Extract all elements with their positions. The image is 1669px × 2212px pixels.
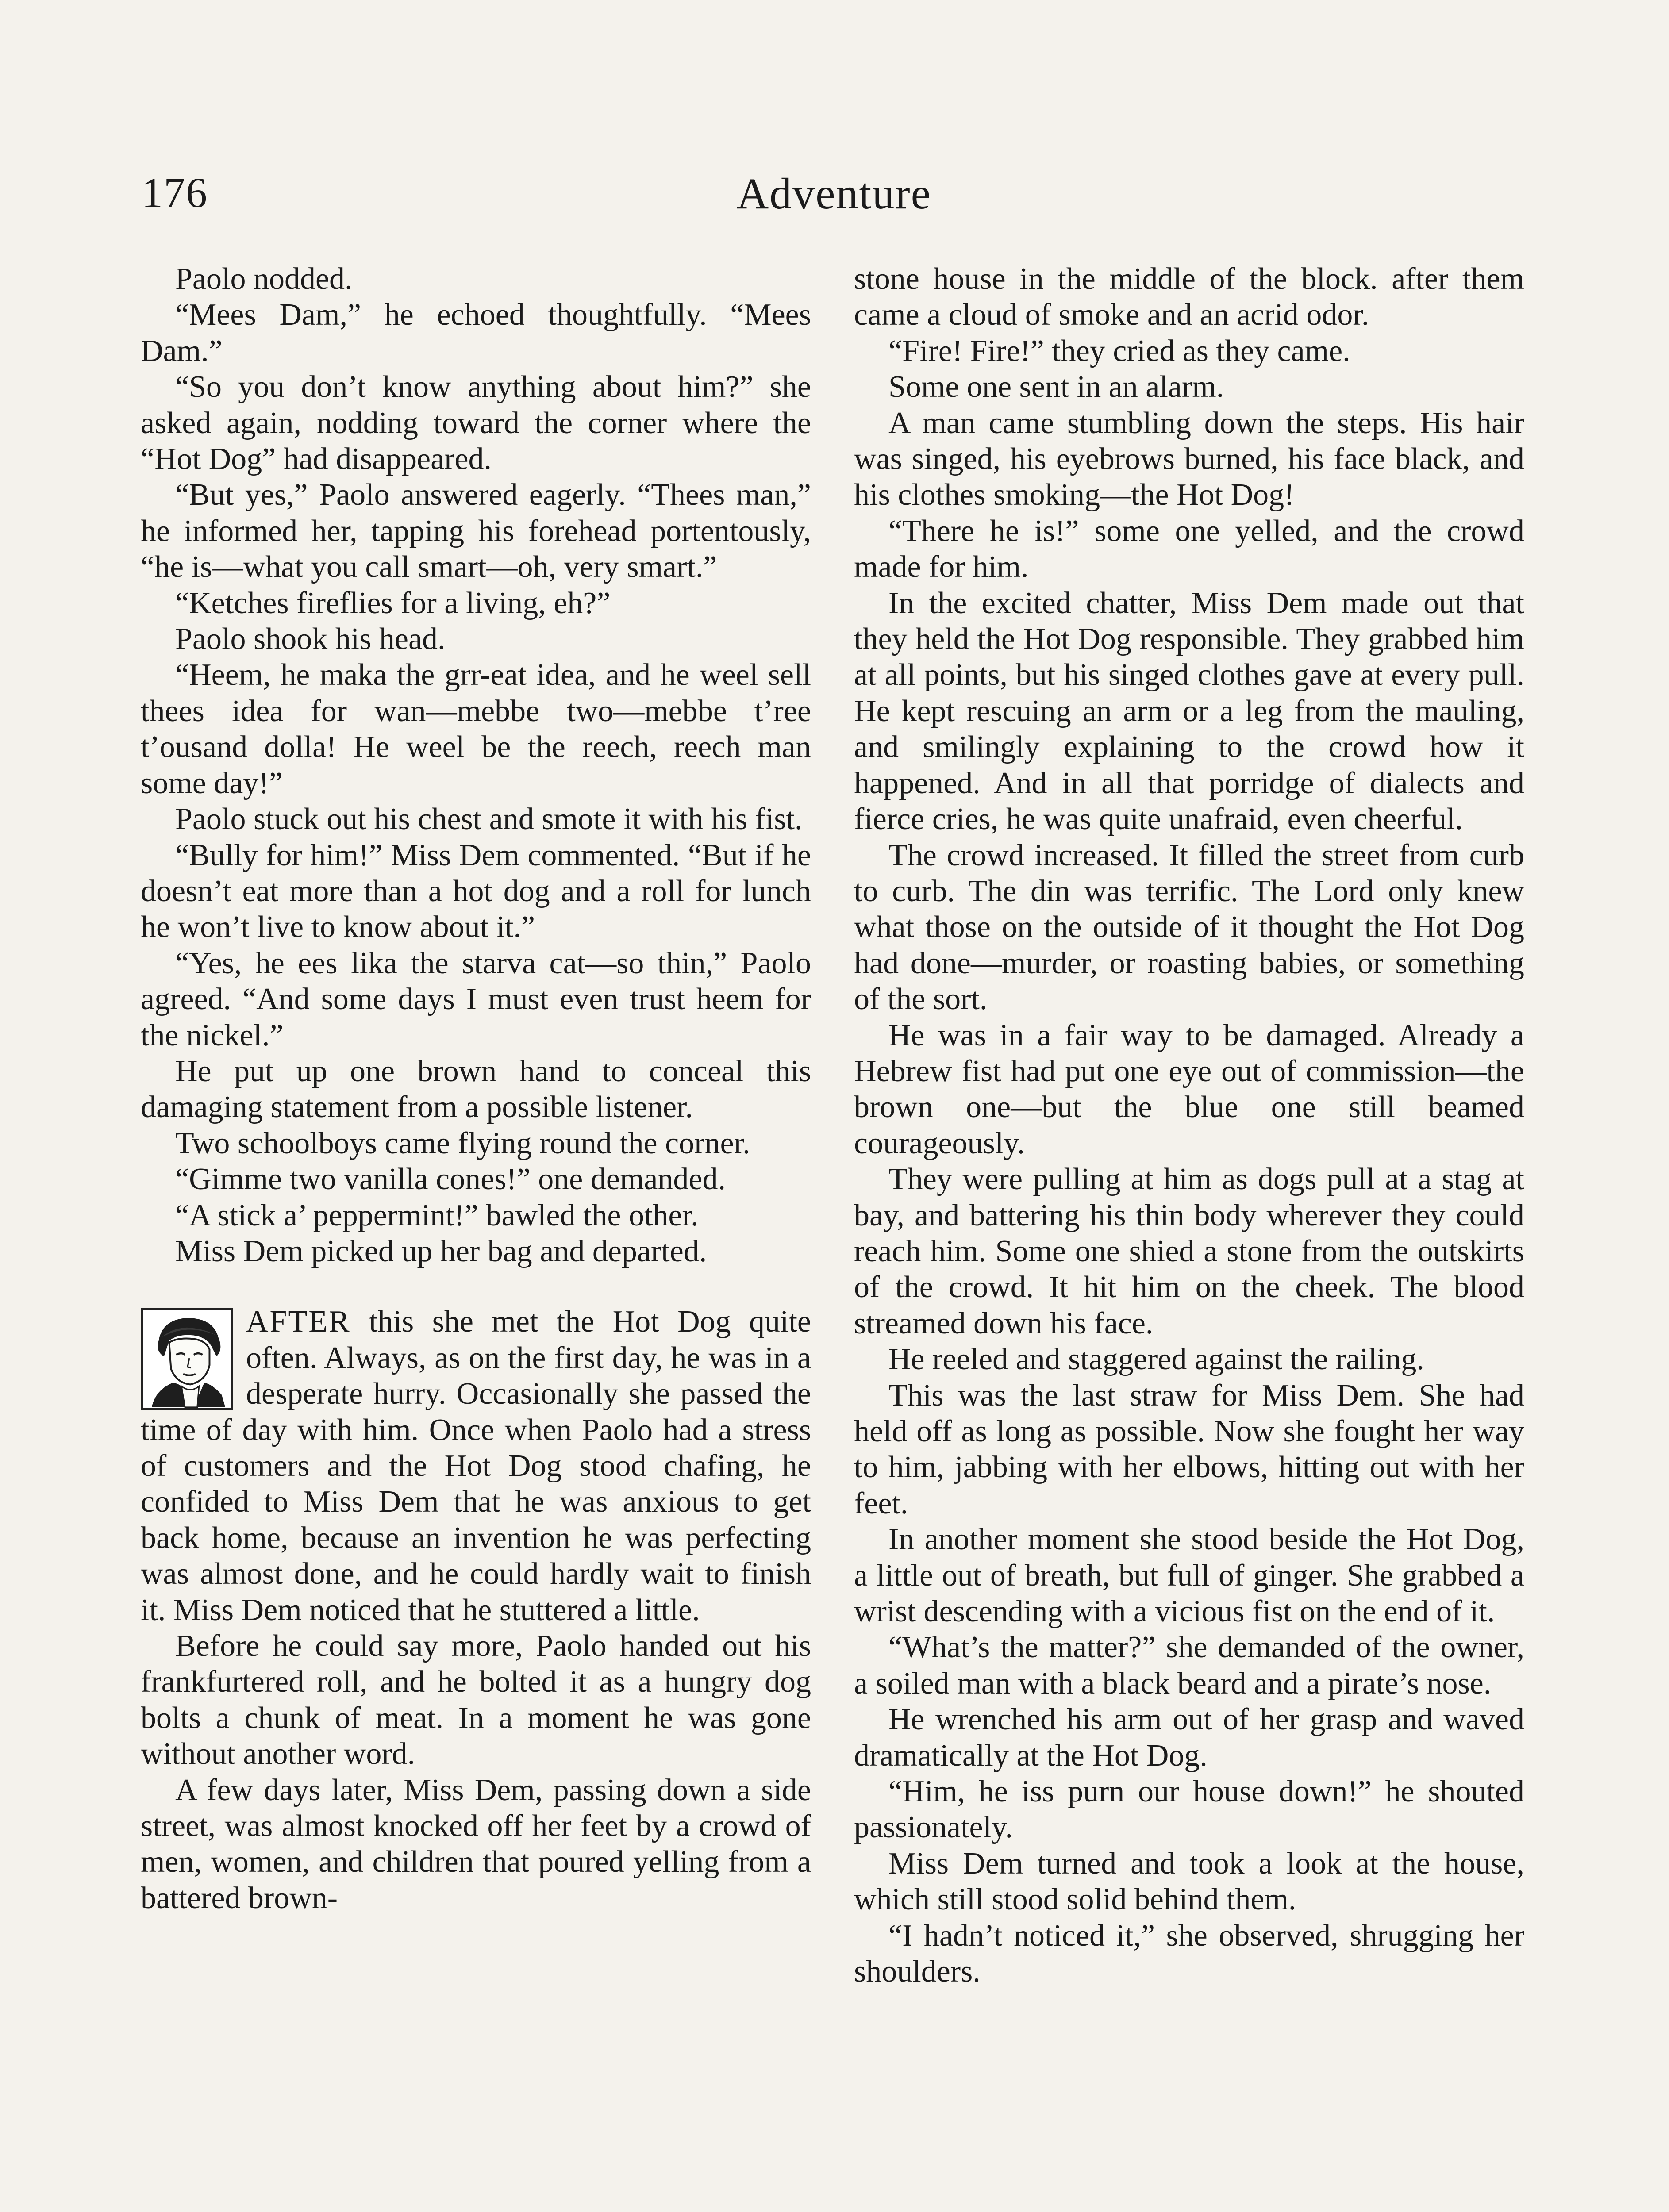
paragraph: “So you don’t know anything about him?” she asked again, nodding toward the corner where the “Hot Dog” had disappeared. xyxy=(141,370,811,476)
paragraph: Paolo nodded. xyxy=(175,262,353,296)
paragraph: He was in a fair way to be damaged. Already a Hebrew fist had put one eye out of commission—the brown one—but the blue one still beamed courageously. xyxy=(854,1018,1524,1160)
paragraph: Some one sent in an alarm. xyxy=(888,370,1224,404)
paragraph: They were pulling at him as dogs pull at a stag at bay, and battering his thin body wherever they could reach him. Some one shied a stone from the outskirts of the crowd. It hit him on the cheek. The blood streamed down his face. xyxy=(854,1162,1524,1340)
page-number: 176 xyxy=(142,169,208,216)
paragraph: “Yes, he ees lika the starva cat—so thin,” Paolo agreed. “And some days I must even trust heem for the nickel.” xyxy=(141,946,811,1052)
right-paragraphs xyxy=(854,261,1524,1990)
right-column xyxy=(854,261,1524,1990)
paragraph: A few days later, Miss Dem, passing down a side street, was almost knocked off her feet by a crowd of men, women, and children that poured yelling from a battered brown- xyxy=(141,1773,811,1915)
paragraph: “Ketches fireflies for a living, eh?” xyxy=(175,586,611,620)
paragraph: He put up one brown hand to conceal this damaging statement from a possible listener. xyxy=(141,1054,811,1125)
paragraph: Paolo shook his head. xyxy=(175,622,446,657)
section-gap xyxy=(141,1269,811,1304)
paragraph: In the excited chatter, Miss Dem made out that they held the Hot Dog responsible. They grabbed him at all points, but his singed clothes gave at every pull. He kept rescuing an arm or a leg from the mauling, and smilingly explaining to the crowd how it happened. And in all that porridge of dialects and fierce cries, he was quite unafraid, even cheerful. xyxy=(854,586,1524,837)
left-paragraphs xyxy=(141,261,811,1269)
paragraph: This was the last straw for Miss Dem. She had held off as long as possible. Now she fought her way to him, jabbing with her elbows, hitting out with her feet. xyxy=(854,1378,1524,1521)
paragraph: A man came stumbling down the steps. His hair was singed, his eyebrows burned, his face black, and his clothes smoking—the Hot Dog! xyxy=(854,406,1524,512)
section-opening-paragraph xyxy=(141,1304,811,1628)
paragraph: “There he is!” some one yelled, and the crowd made for him. xyxy=(854,514,1524,584)
paragraph: Miss Dem turned and took a look at the house, which still stood solid behind them. xyxy=(854,1846,1524,1917)
paragraph: “Bully for him!” Miss Dem commented. “But if he doesn’t eat more than a hot dog and a roll for lunch he won’t live to know about it.” xyxy=(141,838,811,945)
woman-portrait-icon xyxy=(141,1308,233,1410)
paragraph: The crowd increased. It filled the street from curb to curb. The din was terrific. The Lord only knew what those on the outside of it thought the Hot Dog had done—murder, or roasting babies, or something of the sort. xyxy=(854,838,1524,1017)
paragraph: “Gimme two vanilla cones!” one demanded. xyxy=(175,1162,726,1197)
section-opening-text: this she met the Hot Dog quite often. Always, as on the first day, he was in a desperate hurry. Occasionally she passed the time of day with him. Once when Paolo had a stress of customers and the Hot Dog stood chafing, he confided to Miss Dem that he was anxious to get back home, because an invention he was perfecting was almost done, and he could hardly wait to finish it. Miss Dem noticed that he stuttered a little. xyxy=(141,1305,811,1627)
running-title: Adventure xyxy=(736,169,932,218)
section-lead-word: AFTER xyxy=(246,1305,351,1339)
paragraph: Paolo stuck out his chest and smote it with his fist. xyxy=(175,802,803,837)
paragraph: “What’s the matter?” she demanded of the owner, a soiled man with a black beard and a pirate’s nose. xyxy=(854,1630,1524,1701)
paragraph: In another moment she stood beside the Hot Dog, a little out of breath, but full of ginger. She grabbed a wrist descending with a vicious fist on the end of it. xyxy=(854,1522,1524,1629)
page-header xyxy=(142,168,1527,226)
left-column xyxy=(141,261,811,1916)
paragraph: “Mees Dam,” he echoed thoughtfully. “Mees Dam.” xyxy=(141,298,811,368)
paragraph: “Fire! Fire!” they cried as they came. xyxy=(888,334,1350,368)
paragraph: Miss Dem picked up her bag and departed. xyxy=(175,1234,707,1268)
paragraph: He wrenched his arm out of her grasp and waved dramatically at the Hot Dog. xyxy=(854,1702,1524,1773)
paragraph: stone house in the middle of the block. after them came a cloud of smoke and an acrid odor. xyxy=(854,262,1524,332)
paragraph: Before he could say more, Paolo handed out his frankfurtered roll, and he bolted it as a hungry dog bolts a chunk of meat. In a moment he was gone without another word. xyxy=(141,1629,811,1771)
paragraph: He reeled and staggered against the railing. xyxy=(888,1342,1424,1377)
left-paragraphs-after xyxy=(141,1628,811,1916)
paragraph: “Heem, he maka the grr-eat idea, and he weel sell thees idea for wan—mebbe two—mebbe t’ree t’ousand dolla! He weel be the reech, reech man some day!” xyxy=(141,658,811,800)
paragraph: “I hadn’t noticed it,” she observed, shrugging her shoulders. xyxy=(854,1918,1524,1989)
paragraph: “But yes,” Paolo answered eagerly. “Thees man,” he informed her, tapping his forehead portentously, “he is—what you call smart—oh, very smart.” xyxy=(141,478,811,584)
paragraph: “A stick a’ peppermint!” bawled the other. xyxy=(175,1198,699,1233)
paragraph: Two schoolboys came flying round the corner. xyxy=(175,1126,750,1160)
paragraph: “Him, he iss purn our house down!” he shouted passionately. xyxy=(854,1774,1524,1845)
